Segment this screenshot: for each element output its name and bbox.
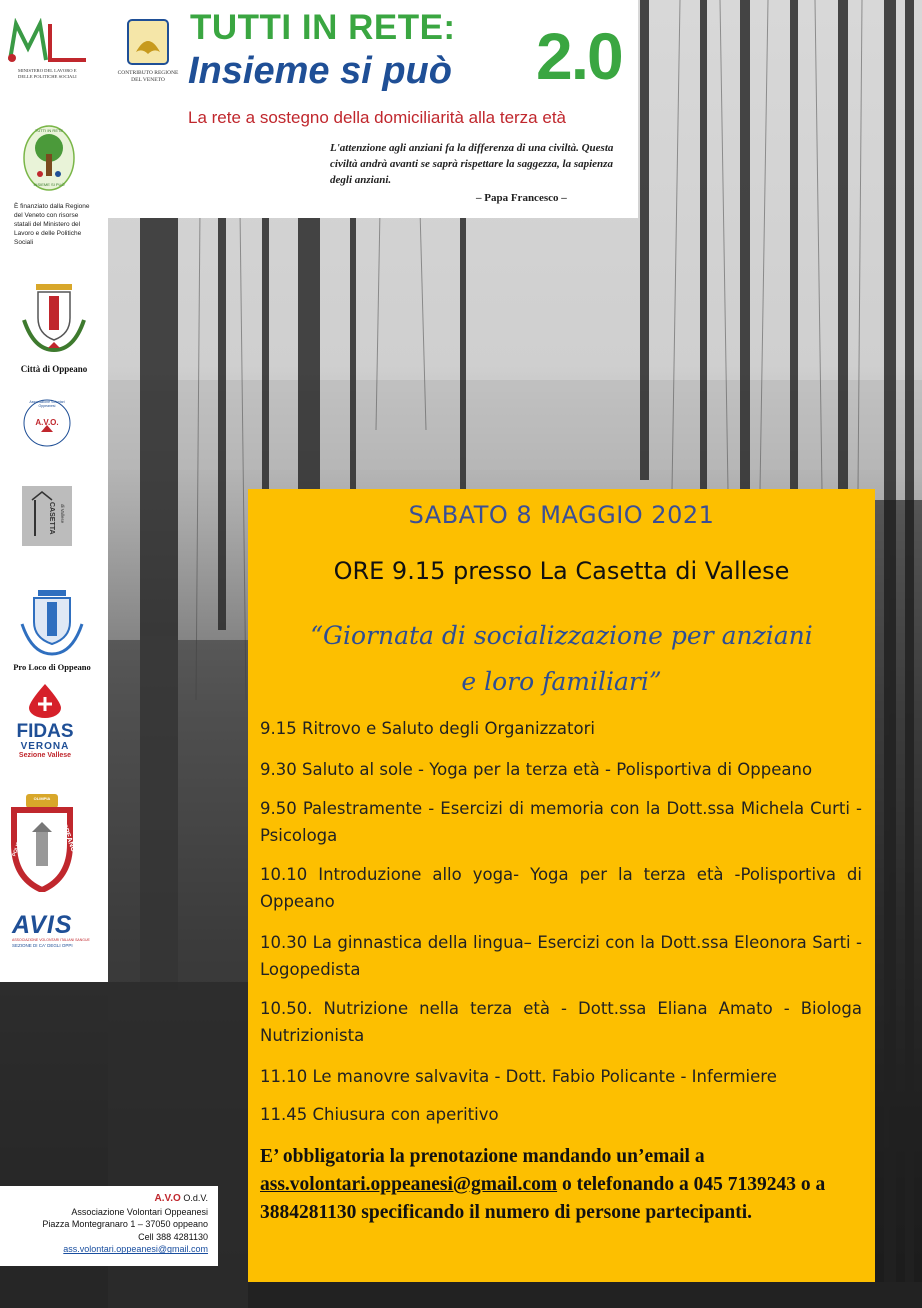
- booking-email-link[interactable]: ass.volontari.oppeanesi@gmail.com: [260, 1174, 558, 1195]
- event-panel: [248, 489, 875, 1282]
- avis-section: SEZIONE DI CA' DEGLI OPPI: [12, 943, 73, 948]
- avo-logo: [22, 398, 72, 448]
- proloco-caption: Pro Loco di Oppeano: [13, 662, 91, 672]
- logo-column: [0, 0, 108, 982]
- lion-of-saint-mark-icon: [114, 18, 182, 66]
- booking-text-start: E’ obbligatoria la prenotazione mandando un’email a: [260, 1146, 705, 1167]
- contact-name: Associazione Volontari Oppeanesi: [71, 1206, 208, 1217]
- header-title-version: 2.0: [536, 19, 622, 93]
- polisportiva-right: OPPEANO: [58, 817, 77, 854]
- quote-author: – Papa Francesco –: [476, 192, 567, 204]
- booking-notice: [260, 1143, 868, 1227]
- program-item: 11.10 Le manovre salvavita - Dott. Fabio Policante - Infermiere: [260, 1067, 777, 1086]
- booking-text-end: o telefonando a 045 7139243 o a 3884281130 specificando il numero di persone partecipanti.: [260, 1174, 826, 1223]
- tutti-in-rete-logo: [22, 124, 76, 192]
- pope-quote: L'attenzione agli anziani fa la differenza di una civiltà. Questa civiltà andrà avanti se saprà rispettare la saggezza, la sapienza degli anziani.: [330, 142, 614, 186]
- ministry-caption: MINISTERO DEL LAVORO E DELLE POLITICHE SOCIALI: [18, 68, 77, 79]
- event-title-line2: e loro familiari”: [461, 667, 662, 696]
- fidas-logo: [14, 682, 76, 764]
- contact-box: [0, 1186, 218, 1266]
- event-time-place: ORE 9.15 presso La Casetta di Vallese: [333, 557, 790, 585]
- program-item: 9.15 Ritrovo e Saluto degli Organizzatori: [260, 719, 595, 738]
- header-title-line1: TUTTI IN RETE:: [190, 8, 456, 47]
- casetta-text: CASETTA: [48, 502, 55, 535]
- program-item: 9.30 Saluto al sole - Yoga per la terza età - Polisportiva di Oppeano: [260, 760, 813, 779]
- program-item: 10.10 Introduzione allo yoga- Yoga per la terza età -Polisportiva di Oppeano: [260, 865, 862, 911]
- contact-org: A.V.O: [154, 1193, 181, 1204]
- polisportiva-left: POLISPORTIVA: [11, 820, 30, 858]
- fidas-name: FIDAS: [16, 721, 74, 742]
- contact-address: Piazza Montegranaro 1 – 37050 oppeano: [42, 1219, 208, 1230]
- blood-drop-icon: [14, 682, 76, 718]
- event-date: SABATO 8 MAGGIO 2021: [408, 501, 715, 529]
- program-item: 9.50 Palestramente - Esercizi di memoria con la Dott.ssa Michela Curti - Psicologa: [260, 799, 862, 845]
- avis-association: ASSOCIAZIONE VOLONTARI ITALIANI SANGUE: [12, 938, 90, 942]
- header-title-line2: Insieme si può: [188, 50, 452, 92]
- veneto-logo: [114, 18, 182, 88]
- avo-ring-text: Associazione Volontari Oppeanesi: [29, 400, 65, 408]
- tree-logo-top-text: TUTTI IN RETE: [34, 128, 64, 133]
- contact-cell: Cell 388 4281130: [138, 1231, 208, 1242]
- avis-name: AVIS: [12, 911, 73, 939]
- coat-of-arms-icon: [14, 276, 94, 356]
- tree-logo-bottom-text: INSIEME SI PUÒ: [33, 182, 65, 187]
- avis-logo: [12, 912, 100, 960]
- polisportiva-logo: [10, 792, 77, 892]
- program-item: 10.30 La ginnastica della lingua– Esercizi con la Dott.ssa Eleonora Sarti - Logopedista: [260, 933, 862, 979]
- fidas-section: Sezione Vallese: [18, 752, 72, 759]
- program-item: 10.50. Nutrizione nella terza età - Dott.ssa Eliana Amato - Biologa Nutrizionista: [260, 999, 862, 1045]
- polisportiva-year: 1986: [36, 876, 48, 882]
- event-title: [268, 613, 855, 705]
- contact-org-suffix: O.d.V.: [183, 1193, 208, 1203]
- fidas-city: VERONA: [20, 741, 70, 752]
- event-title-line1: “Giornata di socializzazione per anziani: [310, 621, 813, 650]
- polisportiva-top: OLIMPIA: [33, 796, 51, 801]
- contact-email-link[interactable]: ass.volontari.oppeanesi@gmail.com: [63, 1244, 208, 1255]
- program-item: 11.45 Chiusura con aperitivo: [260, 1105, 499, 1124]
- citta-oppeano-logo: [14, 276, 94, 372]
- proloco-arms-icon: [4, 584, 100, 658]
- casetta-logo: [22, 486, 72, 546]
- ministry-logo: [6, 18, 90, 88]
- avo-mark: A.V.O.: [35, 418, 59, 427]
- citta-caption: Città di Oppeano: [20, 364, 88, 374]
- casetta-sub: di Vallese: [60, 504, 65, 524]
- header-subtitle: La rete a sostegno della domiciliarità alla terza età: [188, 108, 566, 127]
- header-panel: [108, 0, 638, 218]
- ministry-emblem-icon: [6, 18, 90, 64]
- proloco-logo: [4, 584, 100, 674]
- funding-note: È finanziato dalla Regione del Veneto con risorse statali del Ministero del Lavoro e delle Politiche Sociali: [14, 203, 90, 246]
- veneto-caption: CONTRIBUTO REGIONE DEL VENETO: [117, 70, 179, 83]
